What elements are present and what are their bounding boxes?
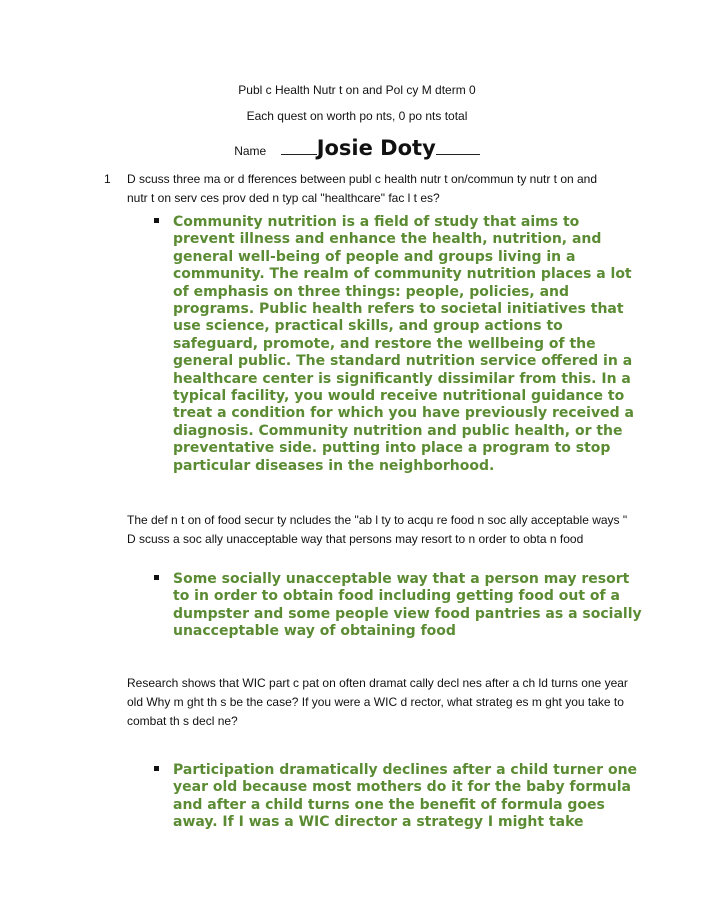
answer-text: Participation dramatically declines after a child turner one year old because most mothers do it for the baby formula and after a child turns one the benefit of formula goes away. If I was a WIC director a strategy I might take: [173, 762, 638, 831]
question-line: The def n t on of food secur ty ncludes the "ab l ty to acqu re food n soc ally acceptable ways ": [127, 513, 628, 527]
question-line: combat th s decl ne?: [127, 714, 238, 728]
question-text: [127, 170, 597, 208]
bullet-icon: [154, 766, 159, 771]
name-underline-left: [281, 152, 317, 155]
answer-text: Community nutrition is a field of study that aims to prevent illness and enhance the health, nutrition, and general well-being of people and groups living in a community. The realm of community nutrition places a lot of emphasis on three things: people, policies, and programs. Public health refers to societal initiatives that use science, practical skills, and group actions to safeguard, promote, and restore the wellbeing of the general public. The standard nutrition service offered in a healthcare center is significantly dissimilar from this. In a typical facility, you would receive nutritional guidance to treat a condition for which you have previously received a diagnosis. Community nutrition and public health, or the preventative side. putting into place a program to stop particular diseases in the neighborhood.: [173, 214, 634, 474]
document-title: Publ c Health Nutr t on and Pol cy M dterm 0: [238, 83, 476, 97]
bullet-icon: [154, 575, 159, 580]
name-row: [0, 136, 714, 160]
document-subtitle: Each quest on worth po nts, 0 po nts total: [246, 109, 468, 123]
question-line: D scuss three ma or d fferences between publ c health nutr t on/commun ty nutr t on and: [127, 172, 598, 186]
question-number: 1: [104, 172, 111, 186]
answer-text: Some socially unacceptable way that a person may resort to in order to obtain food including getting food out of a dumpster and some people view food pantries as a socially unacceptable way of obtaining food: [173, 571, 642, 640]
bullet-icon: [154, 218, 159, 223]
question-line: D scuss a soc ally unacceptable way that persons may resort to n order to obta n food: [127, 532, 584, 546]
question-line: Research shows that WIC part c pat on often dramat cally decl nes after a ch ld turns one year: [127, 676, 628, 690]
student-name: Josie Doty: [316, 136, 436, 160]
question-line: nutr t on serv ces prov ded n typ cal "healthcare" fac l t es?: [127, 191, 440, 205]
question-text: [127, 511, 627, 549]
question-line: old Why m ght th s be the case? If you were a WIC d rector, what strateg es m ght you take to: [127, 695, 624, 709]
name-label: Name: [234, 144, 267, 158]
name-underline-right: [436, 152, 480, 155]
question-text: [127, 674, 628, 731]
